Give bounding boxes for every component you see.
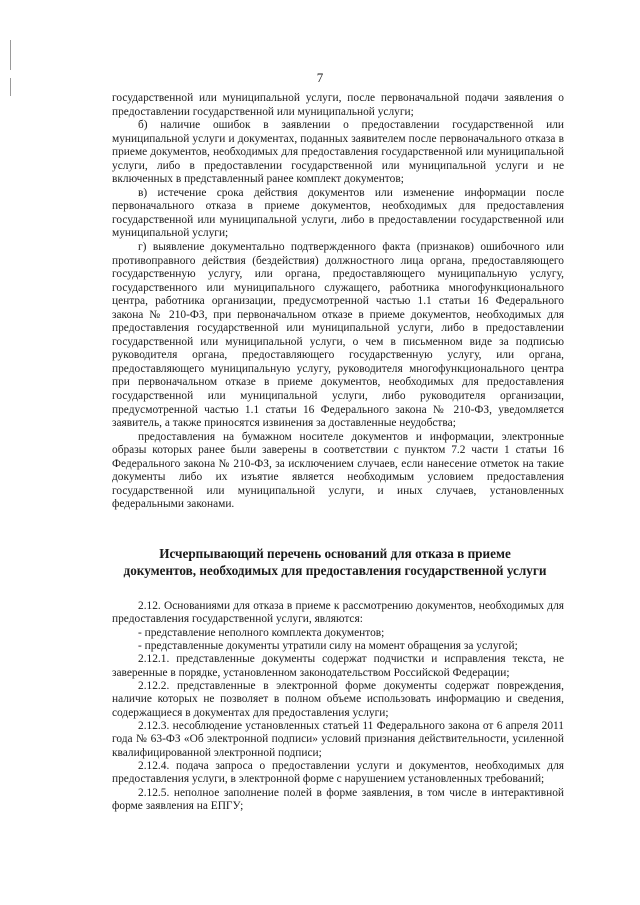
paragraph: предоставления на бумажном носителе документов и информации, электронные образы которых ранее были заверены в соответствии с пунктом 7.2 части 1 статьи 16 Федерального закона № 210-ФЗ, за исключением случаев, если нанесение отметок на такие документы либо их изъятие является необходимым условием предоставления государственной или муниципальной услуги, и иных случаев, установленных федеральными законами. xyxy=(112,430,564,511)
list-item: 2.12.5. неполное заполнение полей в форме заявления, в том числе в интерактивной форме заявления на ЕПГУ; xyxy=(112,786,564,813)
heading-line: документов, необходимых для предоставления государственной услуги xyxy=(123,562,547,578)
list-item: 2.12.3. несоблюдение установленных статьей 11 Федерального закона от 6 апреля 2011 года № 63-ФЗ «Об электронной подписи» условий признания действительности, усиленной квалифицированной электронной подписи; xyxy=(112,720,564,759)
section-heading xyxy=(100,546,570,579)
section-list xyxy=(112,600,564,814)
paragraph: государственной или муниципальной услуги, после первоначальной подачи заявления о предоставлении государственной или муниципальной услуги; xyxy=(112,92,564,118)
list-item: 2.12. Основаниями для отказа в приеме к рассмотрению документов, необходимых для предоставления государственной услуги, являются: xyxy=(112,600,564,626)
list-item: - представление неполного комплекта документов; xyxy=(138,626,385,639)
list-item: - представленные документы утратили силу на момент обращения за услугой; xyxy=(138,640,518,653)
binding-mark xyxy=(10,40,11,70)
heading-line: Исчерпывающий перечень оснований для отказа в приеме xyxy=(159,546,511,561)
paragraph: б) наличие ошибок в заявлении о предоставлении государственной или муниципальной услуги и документах, поданных заявителем после первоначального отказа в приеме документов, необходимых для предоставления государственной или муниципальной услуги, либо в предоставлении государственной или муниципальной услуги и не включенных в представленный ранее комплект документов; xyxy=(112,119,564,186)
body-text xyxy=(112,92,564,512)
paragraph: г) выявление документально подтвержденного факта (признаков) ошибочного или противоправного действия (бездействия) должностного лица органа, предоставляющего государственную услугу, или органа, предоставляющего муниципальную услугу, государственного или муниципального служащего, работника многофункционального центра, работника организации, предусмотренной частью 1.1 статьи 16 Федерального закона № 210-ФЗ, при первоначальном отказе в приеме документов, необходимых для предоставления государственной или муниципальной услуги, либо в предоставлении государственной или муниципальной услуги, о чем в письменном виде за подписью руководителя органа, предоставляющего государственную услугу, или органа, предоставляющего муниципальную услугу, руководителя многофункционального центра при первоначальном отказе в приеме документов, необходимых для предоставления государственной или муниципальной услуги, либо руководителя организации, предусмотренной частью 1.1 статьи 16 Федерального закона № 210-ФЗ, уведомляется заявитель, а также приносятся извинения за доставленные неудобства; xyxy=(112,241,564,430)
list-item: 2.12.2. представленные в электронной форме документы содержат повреждения, наличие которых не позволяет в полном объеме использовать информацию и сведения, содержащиеся в документах для предоставления услуги; xyxy=(112,680,564,719)
list-item: 2.12.4. подача запроса о предоставлении услуги и документов, необходимых для предоставления услуги, в электронной форме с нарушением установленных требований; xyxy=(112,760,564,786)
list-item: 2.12.1. представленные документы содержат подчистки и исправления текста, не заверенные в порядке, установленном законодательством Российской Федерации; xyxy=(112,653,564,679)
paragraph: в) истечение срока действия документов или изменение информации после первоначального отказа в приеме документов, необходимых для предоставления государственной или муниципальной услуги, либо в предоставлении государственной или муниципальной услуги; xyxy=(112,186,564,240)
page-number: 7 xyxy=(316,70,324,85)
